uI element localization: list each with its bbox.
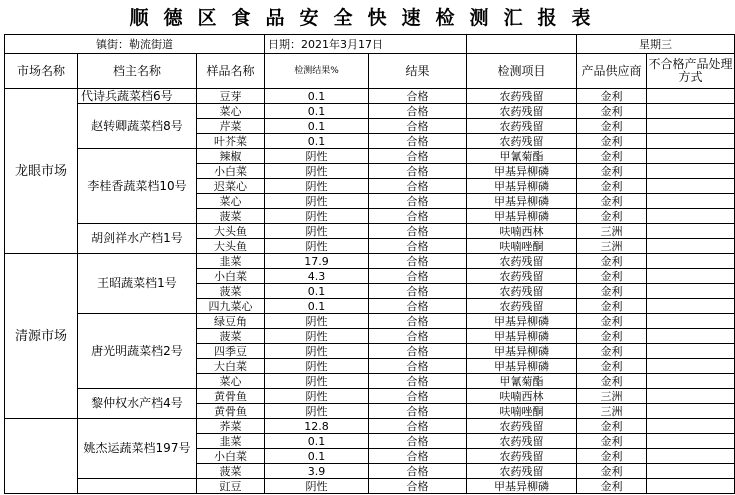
stall-name-cell: 赵转卿蔬菜档8号: [78, 104, 197, 149]
test-value-cell: 阴性: [265, 344, 369, 359]
supplier-cell: 金利: [577, 194, 647, 209]
test-item-cell: 农药残留: [467, 449, 577, 464]
supplier-cell: 金利: [577, 449, 647, 464]
sample-name-cell: 菜心: [197, 104, 265, 119]
stall-name-cell: 姚杰运蔬菜档197号: [78, 419, 197, 479]
header-test-value: 检测结果%: [265, 54, 369, 89]
sample-name-cell: 迟菜心: [197, 179, 265, 194]
header-stall: 档主名称: [78, 54, 197, 89]
result-cell: 合格: [369, 254, 467, 269]
result-cell: 合格: [369, 404, 467, 419]
test-item-cell: 甲基异柳磷: [467, 179, 577, 194]
test-value-cell: 阴性: [265, 164, 369, 179]
test-item-cell: 农药残留: [467, 419, 577, 434]
disposal-cell: [647, 419, 735, 434]
stall-name-cell: 唐光明蔬菜档2号: [78, 314, 197, 389]
supplier-cell: 金利: [577, 329, 647, 344]
test-item-cell: 农药残留: [467, 434, 577, 449]
table-row: [5, 254, 735, 269]
sample-name-cell: 豆芽: [197, 89, 265, 104]
test-item-cell: 呋喃西林: [467, 389, 577, 404]
disposal-cell: [647, 209, 735, 224]
result-cell: 合格: [369, 359, 467, 374]
disposal-cell: [647, 449, 735, 464]
stall-name-cell: 黎仲权水产档4号: [78, 389, 197, 419]
test-item-cell: 农药残留: [467, 134, 577, 149]
supplier-cell: 三洲: [577, 224, 647, 239]
result-cell: 合格: [369, 164, 467, 179]
sample-name-cell: 菠菜: [197, 209, 265, 224]
result-cell: 合格: [369, 269, 467, 284]
stall-name-cell: [78, 479, 197, 494]
table-row: [5, 389, 735, 404]
blank-info-cell: [467, 35, 577, 54]
supplier-cell: 金利: [577, 254, 647, 269]
supplier-cell: 三洲: [577, 404, 647, 419]
test-item-cell: 甲氰菊酯: [467, 374, 577, 389]
table-row: [5, 419, 735, 434]
sample-name-cell: 黄骨鱼: [197, 389, 265, 404]
result-cell: 合格: [369, 119, 467, 134]
header-sample: 样品名称: [197, 54, 265, 89]
result-cell: 合格: [369, 344, 467, 359]
test-item-cell: 农药残留: [467, 89, 577, 104]
sample-name-cell: 四季豆: [197, 344, 265, 359]
result-cell: 合格: [369, 104, 467, 119]
supplier-cell: 金利: [577, 479, 647, 494]
test-item-cell: 甲基异柳磷: [467, 344, 577, 359]
disposal-cell: [647, 479, 735, 494]
disposal-cell: [647, 464, 735, 479]
sample-name-cell: 菠菜: [197, 284, 265, 299]
test-value-cell: 3.9: [265, 464, 369, 479]
report-title: 顺德区食品安全快速检测汇报表: [129, 7, 606, 29]
test-value-cell: 17.9: [265, 254, 369, 269]
header-row: [5, 54, 735, 89]
supplier-cell: 金利: [577, 419, 647, 434]
test-value-cell: 阴性: [265, 194, 369, 209]
table-row: [5, 224, 735, 239]
test-item-cell: 呋喃西林: [467, 224, 577, 239]
disposal-cell: [647, 194, 735, 209]
disposal-cell: [647, 284, 735, 299]
result-cell: 合格: [369, 284, 467, 299]
sample-name-cell: 四九菜心: [197, 299, 265, 314]
result-cell: 合格: [369, 209, 467, 224]
test-item-cell: 甲基异柳磷: [467, 314, 577, 329]
header-supplier: 产品供应商: [577, 54, 647, 89]
test-value-cell: 12.8: [265, 419, 369, 434]
disposal-cell: [647, 269, 735, 284]
test-item-cell: 呋喃唑酮: [467, 404, 577, 419]
test-item-cell: 甲基异柳磷: [467, 194, 577, 209]
test-item-cell: 农药残留: [467, 284, 577, 299]
result-cell: 合格: [369, 134, 467, 149]
sample-name-cell: 芹菜: [197, 119, 265, 134]
disposal-cell: [647, 329, 735, 344]
header-disposal: 不合格产品处理方式: [647, 54, 735, 89]
supplier-cell: 金利: [577, 134, 647, 149]
sample-name-cell: 菜心: [197, 374, 265, 389]
stall-name-cell: 胡剑祥水产档1号: [78, 224, 197, 254]
test-value-cell: 阴性: [265, 404, 369, 419]
info-row: [5, 35, 735, 54]
test-value-cell: 阴性: [265, 374, 369, 389]
result-cell: 合格: [369, 149, 467, 164]
result-cell: 合格: [369, 449, 467, 464]
test-value-cell: 0.1: [265, 434, 369, 449]
test-item-cell: 甲氰菊酯: [467, 149, 577, 164]
result-cell: 合格: [369, 89, 467, 104]
supplier-cell: 金利: [577, 119, 647, 134]
disposal-cell: [647, 89, 735, 104]
test-value-cell: 阴性: [265, 149, 369, 164]
supplier-cell: 金利: [577, 89, 647, 104]
sample-name-cell: 小白菜: [197, 449, 265, 464]
disposal-cell: [647, 149, 735, 164]
test-item-cell: 农药残留: [467, 299, 577, 314]
table-row: [5, 104, 735, 119]
result-cell: 合格: [369, 179, 467, 194]
stall-name-cell: 李桂香蔬菜档10号: [78, 149, 197, 224]
date-cell: 日期：2021年3月17日: [265, 35, 467, 54]
header-market: 市场名称: [5, 54, 78, 89]
table-row: [5, 479, 735, 494]
disposal-cell: [647, 299, 735, 314]
test-value-cell: 阴性: [265, 389, 369, 404]
test-value-cell: 0.1: [265, 134, 369, 149]
test-value-cell: 阴性: [265, 209, 369, 224]
test-item-cell: 甲基异柳磷: [467, 209, 577, 224]
market-name-cell: 清源市场: [5, 254, 78, 419]
test-item-cell: 农药残留: [467, 254, 577, 269]
test-value-cell: 0.1: [265, 284, 369, 299]
market-name-cell: [5, 419, 78, 494]
result-cell: 合格: [369, 479, 467, 494]
sample-name-cell: 小白菜: [197, 164, 265, 179]
disposal-cell: [647, 164, 735, 179]
sample-name-cell: 大白菜: [197, 359, 265, 374]
disposal-cell: [647, 224, 735, 239]
disposal-cell: [647, 434, 735, 449]
sample-name-cell: 菠菜: [197, 329, 265, 344]
disposal-cell: [647, 404, 735, 419]
disposal-cell: [647, 134, 735, 149]
test-item-cell: 甲基异柳磷: [467, 164, 577, 179]
result-cell: 合格: [369, 194, 467, 209]
disposal-cell: [647, 344, 735, 359]
supplier-cell: 金利: [577, 299, 647, 314]
header-result: 结果: [369, 54, 467, 89]
table-row: [5, 314, 735, 329]
test-value-cell: 阴性: [265, 239, 369, 254]
supplier-cell: 金利: [577, 104, 647, 119]
supplier-cell: 三洲: [577, 239, 647, 254]
sample-name-cell: 大头鱼: [197, 239, 265, 254]
supplier-cell: 金利: [577, 359, 647, 374]
disposal-cell: [647, 389, 735, 404]
test-value-cell: 阴性: [265, 329, 369, 344]
supplier-cell: 金利: [577, 209, 647, 224]
test-value-cell: 0.1: [265, 89, 369, 104]
disposal-cell: [647, 314, 735, 329]
table-row: [5, 149, 735, 164]
result-cell: 合格: [369, 389, 467, 404]
sample-name-cell: 荞菜: [197, 419, 265, 434]
test-value-cell: 0.1: [265, 299, 369, 314]
stall-name-cell: 王昭蔬菜档1号: [78, 254, 197, 314]
table-row: [5, 89, 735, 104]
test-item-cell: 甲基异柳磷: [467, 479, 577, 494]
result-cell: 合格: [369, 464, 467, 479]
supplier-cell: 金利: [577, 434, 647, 449]
sample-name-cell: 豇豆: [197, 479, 265, 494]
result-cell: 合格: [369, 374, 467, 389]
test-value-cell: 阴性: [265, 179, 369, 194]
test-value-cell: 阴性: [265, 359, 369, 374]
disposal-cell: [647, 359, 735, 374]
test-item-cell: 农药残留: [467, 464, 577, 479]
test-item-cell: 呋喃唑酮: [467, 239, 577, 254]
test-item-cell: 甲基异柳磷: [467, 359, 577, 374]
sample-name-cell: 辣椒: [197, 149, 265, 164]
test-item-cell: 甲基异柳磷: [467, 329, 577, 344]
result-cell: 合格: [369, 329, 467, 344]
result-cell: 合格: [369, 224, 467, 239]
disposal-cell: [647, 119, 735, 134]
supplier-cell: 金利: [577, 344, 647, 359]
test-item-cell: 农药残留: [467, 269, 577, 284]
sample-name-cell: 叶芥菜: [197, 134, 265, 149]
test-item-cell: 农药残留: [467, 119, 577, 134]
sample-name-cell: 黄骨鱼: [197, 404, 265, 419]
market-name-cell: 龙眼市场: [5, 89, 78, 254]
header-test-item: 检测项目: [467, 54, 577, 89]
result-cell: 合格: [369, 239, 467, 254]
supplier-cell: 金利: [577, 464, 647, 479]
disposal-cell: [647, 179, 735, 194]
test-value-cell: 阴性: [265, 479, 369, 494]
sample-name-cell: 大头鱼: [197, 224, 265, 239]
result-cell: 合格: [369, 314, 467, 329]
test-value-cell: 阴性: [265, 224, 369, 239]
disposal-cell: [647, 104, 735, 119]
result-cell: 合格: [369, 434, 467, 449]
disposal-cell: [647, 254, 735, 269]
test-value-cell: 阴性: [265, 314, 369, 329]
test-value-cell: 0.1: [265, 104, 369, 119]
sample-name-cell: 小白菜: [197, 269, 265, 284]
sample-name-cell: 韭菜: [197, 254, 265, 269]
disposal-cell: [647, 374, 735, 389]
result-cell: 合格: [369, 419, 467, 434]
test-value-cell: 0.1: [265, 119, 369, 134]
supplier-cell: 金利: [577, 149, 647, 164]
result-cell: 合格: [369, 299, 467, 314]
disposal-cell: [647, 239, 735, 254]
report-table: [4, 34, 735, 494]
supplier-cell: 三洲: [577, 389, 647, 404]
supplier-cell: 金利: [577, 314, 647, 329]
sample-name-cell: 菜心: [197, 194, 265, 209]
test-value-cell: 4.3: [265, 269, 369, 284]
supplier-cell: 金利: [577, 164, 647, 179]
supplier-cell: 金利: [577, 269, 647, 284]
sample-name-cell: 绿豆角: [197, 314, 265, 329]
test-value-cell: 0.1: [265, 449, 369, 464]
supplier-cell: 金利: [577, 179, 647, 194]
town-cell: 镇街：勒流街道: [5, 35, 265, 54]
supplier-cell: 金利: [577, 284, 647, 299]
weekday-cell: 星期三: [577, 35, 735, 54]
stall-name-cell: 代诗兵蔬菜档6号: [78, 89, 197, 104]
sample-name-cell: 菠菜: [197, 464, 265, 479]
sample-name-cell: 韭菜: [197, 434, 265, 449]
test-item-cell: 农药残留: [467, 104, 577, 119]
supplier-cell: 金利: [577, 374, 647, 389]
